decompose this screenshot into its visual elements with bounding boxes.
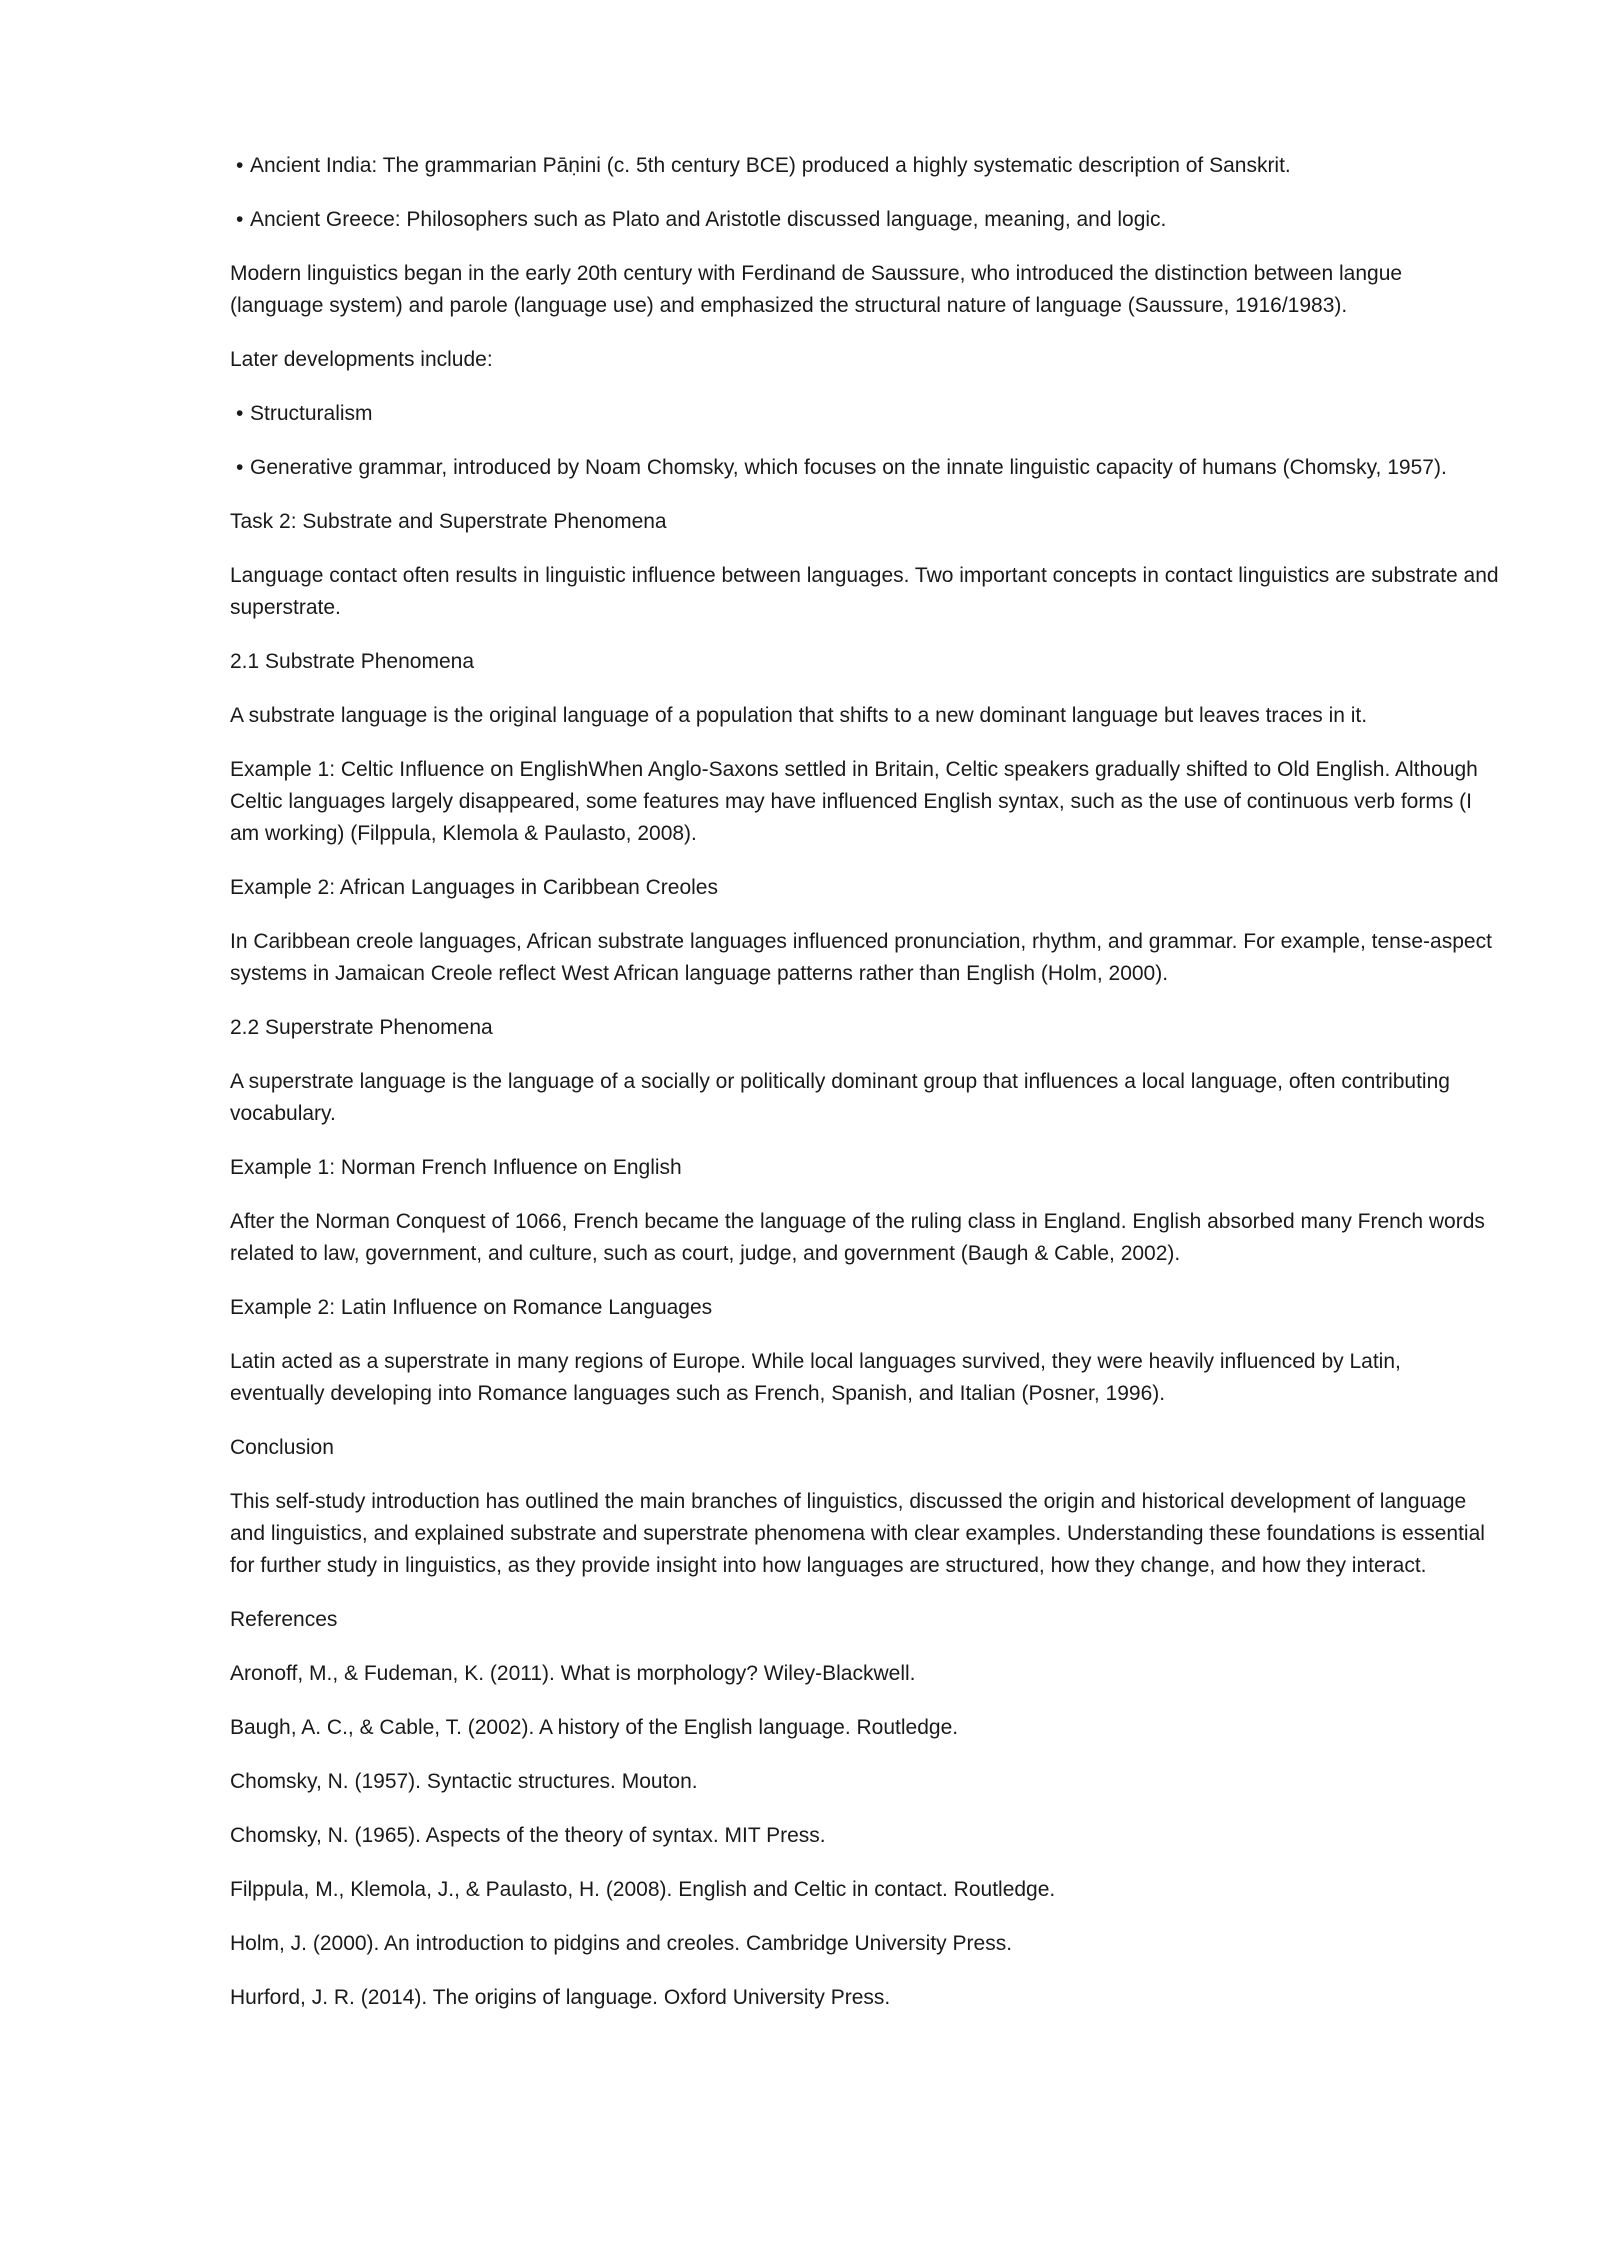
paragraph-later-developments: Later developments include:: [230, 348, 493, 371]
reference-item: Baugh, A. C., & Cable, T. (2002). A history of the English language. Routledge.: [230, 1716, 959, 1739]
paragraph-superstrate-example-1: After the Norman Conquest of 1066, French became the language of the ruling class in England. English absorbed many French words related to law, government, and culture, such as court, judge, and government (Baugh & Cable, 2002).: [230, 1210, 1485, 1265]
subsection-heading-substrate: 2.1 Substrate Phenomena: [230, 650, 475, 673]
bullet-item: [230, 452, 1500, 484]
bullet-text: Ancient Greece: Philosophers such as Plato and Aristotle discussed language, meaning, and logic.: [250, 208, 1167, 231]
paragraph-superstrate-example-2: Latin acted as a superstrate in many regions of Europe. While local languages survived, they were heavily influenced by Latin, eventually developing into Romance languages such as French, Spanish, and Italian (Posner, 1996).: [230, 1350, 1401, 1405]
bullet-item: [230, 398, 1500, 430]
bullet-icon: •: [236, 208, 244, 231]
heading-superstrate-example-2: Example 2: Latin Influence on Romance Languages: [230, 1296, 713, 1319]
paragraph-substrate-example-1: Example 1: Celtic Influence on EnglishWhen Anglo-Saxons settled in Britain, Celtic speakers gradually shifted to Old English. Although Celtic languages largely disappeared, some features may have influenced English syntax, such as the use of continuous verb forms (I am working) (Filppula, Klemola & Paulasto, 2008).: [230, 758, 1478, 845]
reference-item: Aronoff, M., & Fudeman, K. (2011). What is morphology? Wiley-Blackwell.: [230, 1662, 916, 1685]
reference-item: Hurford, J. R. (2014). The origins of language. Oxford University Press.: [230, 1986, 891, 2009]
section-heading-conclusion: Conclusion: [230, 1436, 334, 1459]
heading-substrate-example-2: Example 2: African Languages in Caribbean Creoles: [230, 876, 718, 899]
bullet-item: [230, 150, 1500, 182]
paragraph-substrate-definition: A substrate language is the original language of a population that shifts to a new dominant language but leaves traces in it.: [230, 704, 1368, 727]
bullet-icon: •: [236, 402, 244, 425]
section-heading-references: References: [230, 1608, 338, 1631]
bullet-item: [230, 204, 1500, 236]
bullet-text: Generative grammar, introduced by Noam Chomsky, which focuses on the innate linguistic capacity of humans (Chomsky, 1957).: [250, 456, 1447, 479]
paragraph-substrate-example-2: In Caribbean creole languages, African substrate languages influenced pronunciation, rhythm, and grammar. For example, tense-aspect systems in Jamaican Creole reflect West African language patterns rather than English (Holm, 2000).: [230, 930, 1492, 985]
bullet-text: Ancient India: The grammarian Pāṇini (c. 5th century BCE) produced a highly systematic description of Sanskrit.: [250, 154, 1291, 177]
heading-superstrate-example-1: Example 1: Norman French Influence on English: [230, 1156, 682, 1179]
bullet-text: Structuralism: [250, 402, 373, 425]
section-heading-task2: Task 2: Substrate and Superstrate Phenomena: [230, 510, 667, 533]
paragraph-modern-linguistics: Modern linguistics began in the early 20th century with Ferdinand de Saussure, who introduced the distinction between langue (language system) and parole (language use) and emphasized the structural nature of language (Saussure, 1916/1983).: [230, 262, 1403, 317]
reference-item: Chomsky, N. (1965). Aspects of the theory of syntax. MIT Press.: [230, 1824, 826, 1847]
paragraph-task2-intro: Language contact often results in linguistic influence between languages. Two important concepts in contact linguistics are substrate and superstrate.: [230, 564, 1499, 619]
subsection-heading-superstrate: 2.2 Superstrate Phenomena: [230, 1016, 493, 1039]
paragraph-conclusion: This self-study introduction has outlined the main branches of linguistics, discussed the origin and historical development of language and linguistics, and explained substrate and superstrate phenomena with clear examples. Understanding these foundations is essential for further study in linguistics, as they provide insight into how languages are structured, how they change, and how they interact.: [230, 1490, 1485, 1577]
reference-item: Holm, J. (2000). An introduction to pidgins and creoles. Cambridge University Press.: [230, 1932, 1013, 1955]
bullet-icon: •: [236, 456, 244, 479]
paragraph-superstrate-definition: A superstrate language is the language of a socially or politically dominant group that influences a local language, often contributing vocabulary.: [230, 1070, 1450, 1125]
bullet-icon: •: [236, 154, 244, 177]
document-page: [230, 150, 1500, 2036]
reference-item: Chomsky, N. (1957). Syntactic structures. Mouton.: [230, 1770, 698, 1793]
reference-item: Filppula, M., Klemola, J., & Paulasto, H. (2008). English and Celtic in contact. Routledge.: [230, 1878, 1056, 1901]
